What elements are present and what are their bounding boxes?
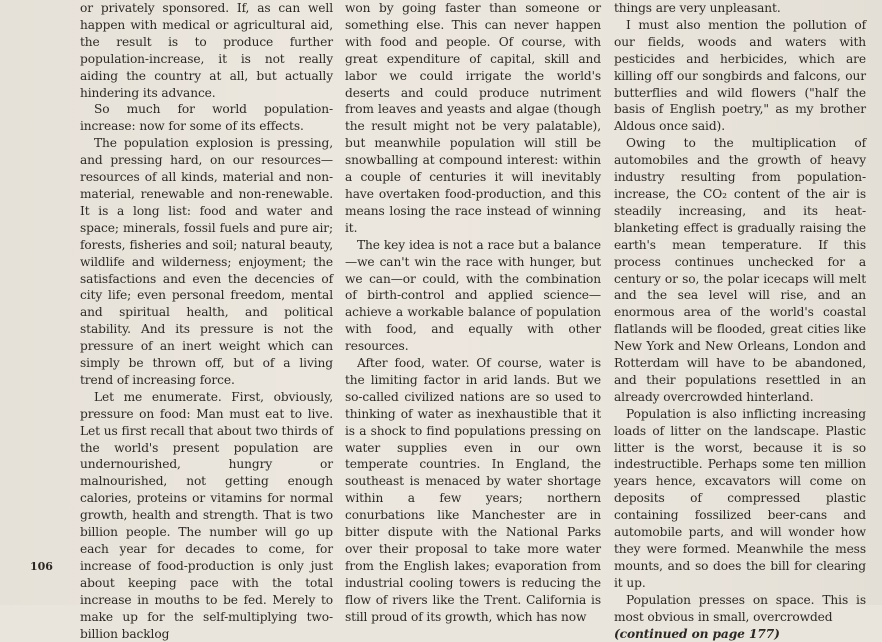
paragraph: The population explosion is pressing, and pressing hard, on our resources—resources of all kinds, material and non-material, renewable and non-renewable. It is a long list: food and water and space; minerals, fossil fuels and pure air; forests, fisheries and soil; natural beauty, wildlife and wilderness; enjoyment; the satisfactions and even the decencies of city life; even personal freedom, mental and spiritual health, and political stability. And its pressure is not the pressure of an inert weight which can simply be thrown off, but of a living trend of increasing force.: [80, 136, 333, 387]
paragraph: After food, water. Of course, water is the limiting factor in arid lands. But we so-called civilized nations are so used to thinking of water as inexhaustible that it is a shock to find populations pressing on water supplies even in our own temperate countries. In England, the southeast is menaced by water shortage within a few years; northern conurbations like Manchester are in bitter dispute with the National Parks over their proposal to take more water from the English lakes; evaporation from industrial cooling towers is reducing the flow of rivers like the Trent. California is still proud of its growth, which has now: [345, 356, 601, 624]
paragraph: Let me enumerate. First, obviously, pressure on food: Man must eat to live. Let us first recall that about two thirds of the world's present population are undernourished, hungry or malnourished, not getting enough calories, proteins or vitamins for normal growth, health and strength. That is two billion people. The number will go up each year for decades to come, for increase of food-production is only just about keeping pace with the total increase in mouths to be fed. Merely to make up for the self-multiplying two-billion backlog: [80, 389, 333, 641]
page-number: 106: [30, 560, 53, 573]
paragraph: Population presses on space. This is most obvious in small, overcrowded: [614, 592, 866, 624]
paragraph: or privately sponsored. If, as can well happen with medical or agricultural aid, the result is to produce further population-increase, it is not really aiding the country at all, but actually hindering its advance.: [80, 1, 333, 100]
paragraph: Population is also inflicting increasing loads of litter on the landscape. Plastic litter is the worst, because it is so indestructible. Perhaps some ten million years hence, excavators will come on deposits of compressed plastic containing fossilized beer-cans and automobile parts, and will wonder how they were formed. Meanwhile the mess mounts, and so does the bill for clearing it up.: [614, 406, 866, 590]
paragraph: won by going faster than someone or something else. This can never happen with food and people. Of course, with great expenditure of capital, skill and labor we could irrigate the world's deserts and could produce nutriment from leaves and yeasts and algae (though the result might not be very palatable), but meanwhile population will still be snowballing at compound interest: within a couple of centuries it will inevitably have overtaken food-production, and this means losing the race instead of winning it.: [345, 1, 601, 235]
text-column-1: [80, 0, 333, 642]
continued-note: (continued on page 177): [614, 626, 780, 641]
paragraph: Owing to the multiplication of automobiles and the growth of heavy industry resulting from population-increase, the CO₂ content of the air is steadily increasing, and its heat-blanketing effect is gradually raising the earth's mean temperature. If this process continues unchecked for a century or so, the polar icecaps will melt and the sea level will rise, and an enormous area of the world's coastal flatlands will be flooded, great cities like New York and New Orleans, London and Rotterdam will have to be abandoned, and their populations resettled in an already overcrowded hinterland.: [614, 136, 866, 404]
paragraph: The key idea is not a race but a balance—we can't win the race with hunger, but we can—or could, with the combination of birth-control and applied science—achieve a workable balance of population with food, and equally with other resources.: [345, 237, 601, 354]
paragraph: So much for world population-increase: now for some of its effects.: [80, 102, 333, 134]
paragraph: things are very unpleasant.: [614, 1, 781, 15]
paragraph: I must also mention the pollution of our fields, woods and waters with pesticides and herbicides, which are killing off our songbirds and falcons, our butterflies and wild flowers ("half the basis of English poetry," as my brother Aldous once said).: [614, 17, 866, 134]
text-column-3: [614, 0, 866, 642]
text-column-2: [345, 0, 601, 626]
